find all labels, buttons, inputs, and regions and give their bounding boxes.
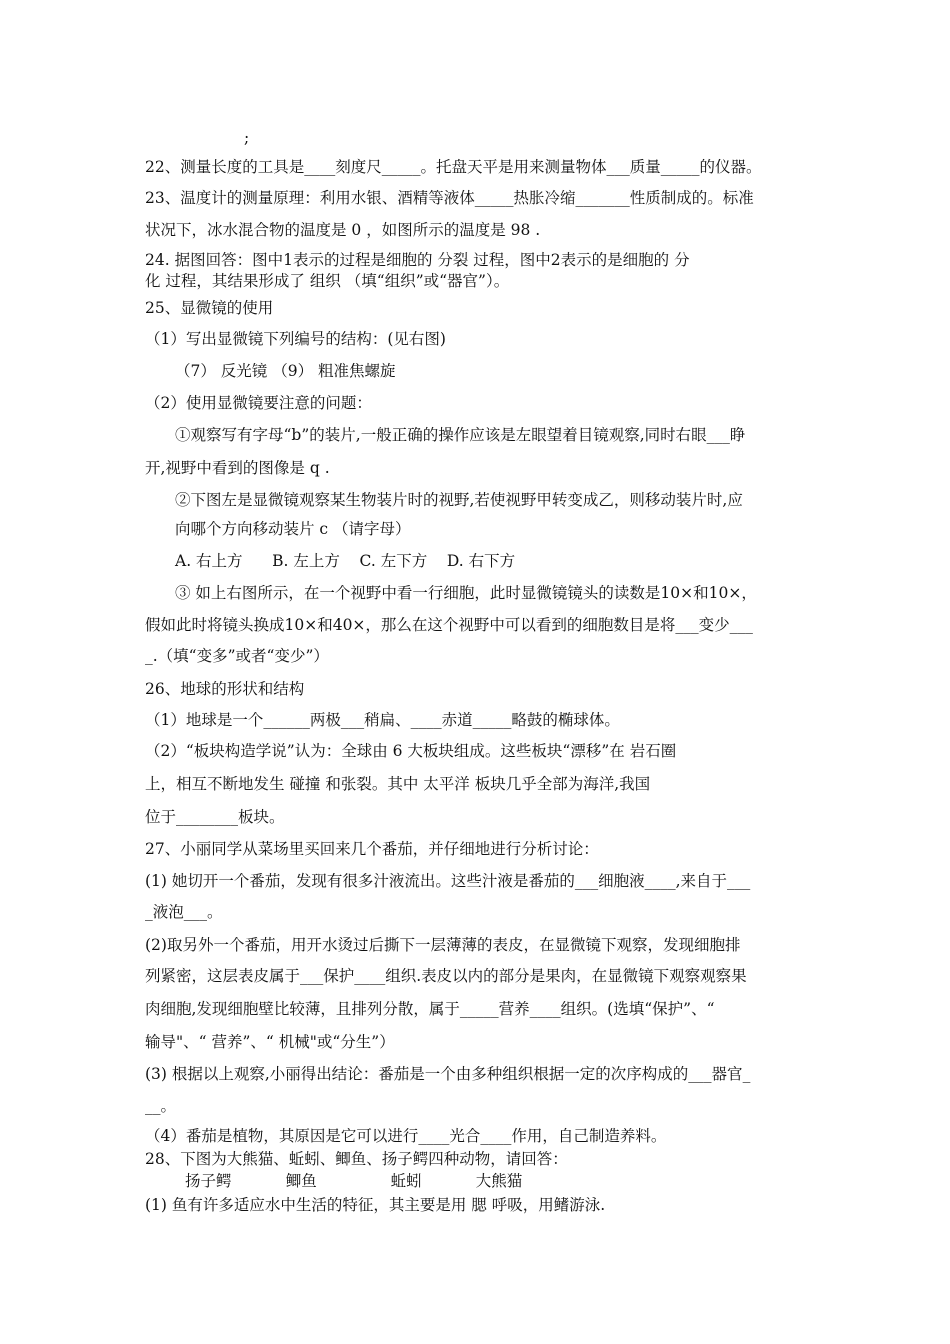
animal-labels: 扬子鳄 鲫鱼 蚯蚓 大熊猫 [185,1172,523,1190]
text-line: （1）写出显微镜下列编号的结构：(见右图) [145,330,446,348]
text-line: （2）“板块构造学说”认为：全球由 6 大板块组成。这些板块“漂移”在 岩石圈 [145,742,677,760]
answer-options: A. 右上方 B. 左上方 C. 左下方 D. 右下方 [175,552,516,570]
text-line: 假如此时将镜头换成10×和40×，那么在这个视野中可以看到的细胞数目是将___变少___ [145,616,753,634]
text-line: 向哪个方向移动装片 c （请字母） [175,520,411,538]
question-28-heading: 28、下图为大熊猫、蚯蚓、鲫鱼、扬子鳄四种动物，请回答： [145,1150,568,1168]
text-line: 状况下，冰水混合物的温度是 0 ，如图所示的温度是 98 . [145,221,541,239]
text-line: 位于________板块。 [145,808,285,826]
question-22: 22、测量长度的工具是____刻度尺_____。托盘天平是用来测量物体___质量_____的仪器。 [145,158,762,176]
text-line: _.（填“变多”或者“变少”） [145,647,329,665]
question-24: 24. 据图回答：图中1表示的过程是细胞的 分裂 过程，图中2表示的是细胞的 分 [145,251,690,269]
text-line: 上，相互不断地发生 碰撞 和张裂。其中 太平洋 板块几乎全部为海洋,我国 [145,775,651,793]
text-line: (3) 根据以上观察,小丽得出结论：番茄是一个由多种组织根据一定的次序构成的___器官_ [145,1065,751,1083]
text-line: (1) 她切开一个番茄，发现有很多汁液流出。这些汁液是番茄的___细胞液____,来自于___ [145,872,751,890]
question-25-heading: 25、显微镜的使用 [145,299,274,317]
question-26-heading: 26、地球的形状和结构 [145,680,305,698]
text-line: 开,视野中看到的图像是 q . [145,459,330,477]
question-23: 23、温度计的测量原理：利用水银、酒精等液体_____热胀冷缩_______性质制成的。标准 [145,189,754,207]
text-line: 化 过程，其结果形成了 组织 （填“组织”或“器官”）。 [145,272,510,290]
text-line: ②下图左是显微镜观察某生物装片时的视野,若使视野甲转变成乙，则移动装片时,应 [175,491,743,509]
text-line: ; [244,129,250,147]
text-line: ①观察写有字母“b”的装片,一般正确的操作应该是左眼望着目镜观察,同时右眼___睁 [175,426,746,444]
text-line: 输导"、“ 营养”、“ 机械"或“分生”） [145,1033,395,1051]
text-line: _液泡___。 [145,903,223,921]
text-line: (2)取另外一个番茄，用开水烫过后撕下一层薄薄的表皮，在显微镜下观察，发现细胞排 [145,936,741,954]
text-line: （7） 反光镜 （9） 粗准焦螺旋 [175,362,396,380]
question-27-heading: 27、小丽同学从菜场里买回来几个番茄，并仔细地进行分析讨论： [145,840,599,858]
text-line: __。 [145,1097,177,1115]
text-line: （4）番茄是植物，其原因是它可以进行____光合____作用，自己制造养料。 [145,1127,667,1145]
text-line: 肉细胞,发现细胞壁比较薄，且排列分散，属于_____营养____组织。(选填“保护”、“ [145,1000,715,1018]
text-line: （2）使用显微镜要注意的问题： [145,394,372,412]
text-line: (1) 鱼有许多适应水中生活的特征，其主要是用 腮 呼吸，用鳍游泳. [145,1196,606,1214]
text-line: 列紧密，这层表皮属于___保护____组织.表皮以内的部分是果肉，在显微镜下观察观察果 [145,967,747,985]
text-line: ③ 如上右图所示，在一个视野中看一行细胞，此时显微镜镜头的读数是10×和10×， [175,584,757,602]
text-line: （1）地球是一个______两极___稍扁、____赤道_____略鼓的椭球体。 [145,711,620,729]
